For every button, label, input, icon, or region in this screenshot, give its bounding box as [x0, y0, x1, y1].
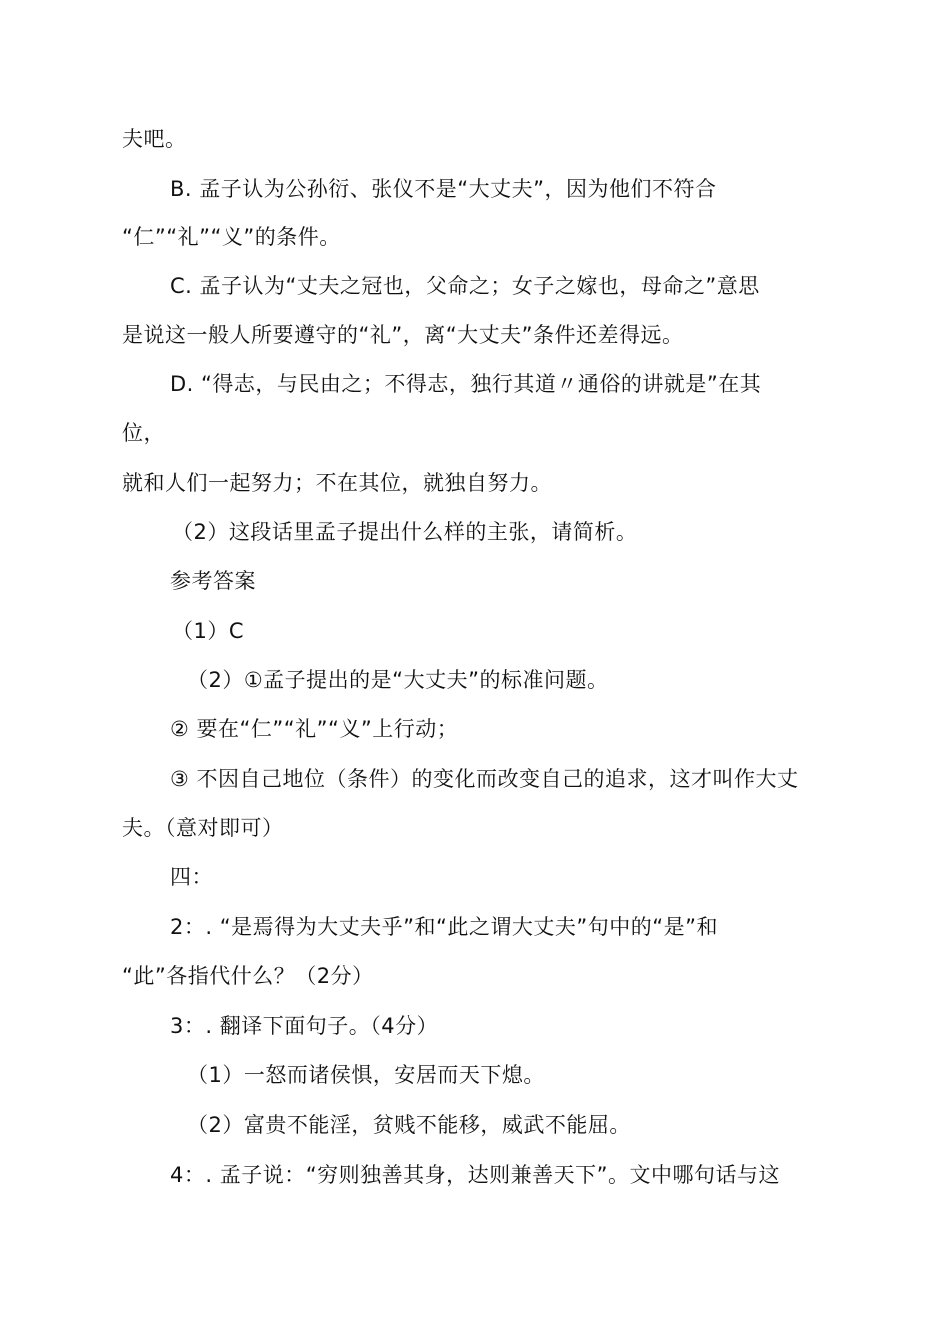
- text-line: C. 孟子认为“丈夫之冠也，父命之；女子之嫁也，母命之”意思: [170, 274, 760, 298]
- text-line: 参考答案: [170, 569, 256, 593]
- text-line: （1）C: [172, 619, 245, 643]
- question-line: 4：. 孟子说：“穷则独善其身，达则兼善天下”。文中哪句话与这: [170, 1163, 780, 1187]
- question-line: 3：. 翻译下面句子。（4分）: [170, 1014, 439, 1038]
- text-line: 就和人们一起努力；不在其位，就独自努力。: [122, 471, 552, 495]
- text-line: （2）①孟子提出的是“大丈夫”的标准问题。: [187, 668, 609, 692]
- text-line: “仁”“礼”“义”的条件。: [122, 225, 341, 249]
- text-line: 夫。（意对即可）: [122, 816, 284, 840]
- text-line: ③ 不因自己地位（条件）的变化而改变自己的追求，这才叫作大丈: [170, 767, 799, 791]
- text-line: 是说这一般人所要遵守的“礼”，离“大丈夫”条件还差得远。: [122, 323, 684, 347]
- text-line: ② 要在“仁”“礼”“义”上行动；: [170, 717, 459, 741]
- question-line: （1）一怒而诸侯惧，安居而天下熄。: [187, 1063, 545, 1087]
- question-line: “此”各指代什么？（2分）: [122, 964, 374, 988]
- section-heading: 四：: [170, 865, 213, 889]
- text-line: 夫吧。: [122, 127, 187, 151]
- text-line: 位，: [122, 421, 165, 445]
- text-line: D. “得志，与民由之；不得志，独行其道〃通俗的讲就是”在其: [170, 372, 762, 396]
- text-line: B. 孟子认为公孙衍、张仪不是“大丈夫”，因为他们不符合: [170, 177, 717, 201]
- question-line: 2：. “是焉得为大丈夫乎”和“此之谓大丈夫”句中的“是”和: [170, 915, 718, 939]
- question-line: （2）富贵不能淫，贫贱不能移，威武不能屈。: [187, 1113, 631, 1137]
- text-line: （2）这段话里孟子提出什么样的主张，请简析。: [172, 520, 638, 544]
